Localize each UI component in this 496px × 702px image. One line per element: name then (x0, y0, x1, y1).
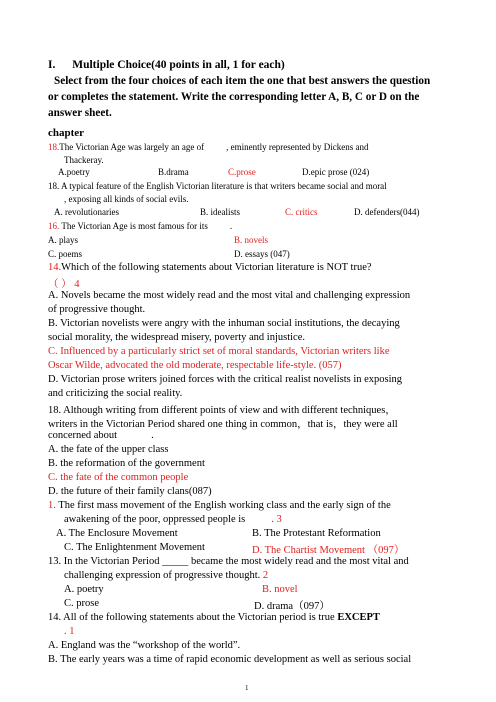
question-1-line-1 (48, 500, 391, 511)
option-a: A. poetry (64, 584, 104, 595)
question-18a-line-2: Thackeray. (64, 155, 104, 165)
question-14a-text: Which of the following statements about Victorian literature is NOT true? (61, 262, 372, 273)
question-16-number: 16. (48, 221, 60, 231)
question-14b-option-b: B. The early years was a time of rapid economic development as well as serious social (48, 654, 412, 665)
option-d: D. essays (047) (234, 249, 290, 259)
question-16-line-1 (48, 221, 232, 231)
question-18a-text-a: The Victorian Age was largely an age of (59, 142, 205, 152)
option-b: B. novels (234, 235, 269, 245)
question-18c-line-3 (48, 430, 154, 441)
option-c: C.prose (228, 167, 256, 177)
question-14b-except: EXCEPT (337, 612, 380, 623)
option-d: D. The Chartist Movement （097） (252, 545, 405, 556)
question-14a-line-2: （ ） 4 (48, 279, 80, 290)
question-14a-option-d-1: D. Victorian prose writers joined forces with the critical realist novelists in exposing (48, 374, 403, 385)
option-d: D. drama（097） (254, 601, 330, 612)
question-16-end: . (229, 221, 233, 231)
question-14a-option-c-1: C. Influenced by a particularly strict set of moral standards, Victorian writers like (48, 346, 390, 357)
option-d: D. defenders(044) (354, 207, 420, 217)
instruction-line-2: or completes the statement. Write the corresponding letter A, B, C or D on the (48, 91, 420, 103)
option-a: A. revolutionaries (54, 207, 119, 217)
option-b: B. idealists (200, 207, 240, 217)
question-18a-text-b: , eminently represented by Dickens and (226, 142, 369, 152)
question-14a-option-b-1: B. Victorian novelists were angry with the inhuman social institutions, the decaying (48, 318, 400, 329)
question-14a-option-a-1: A. Novels became the most widely read and the most vital and challenging expression (48, 290, 411, 301)
option-b: B.drama (158, 167, 189, 177)
question-14b-option-a: A. England was the “workshop of the world”. (48, 640, 241, 651)
question-14a-option-b-2: social morality, the widespread misery, poverty and injustice. (48, 332, 305, 343)
question-18b-line-2: , exposing all kinds of social evils. (64, 194, 189, 204)
question-1-number: 1. (48, 500, 56, 511)
question-18c-option-d: D. the future of their family clans(087) (48, 486, 212, 497)
question-13-text-2: challenging expression of progressive thought. (64, 570, 261, 581)
question-18c-option-a: A. the fate of the upper class (48, 444, 169, 455)
option-c: C. The Enlightenment Movement (64, 542, 205, 553)
question-14a-option-c-2: Oscar Wilde, advocated the old moderate, respectable life-style. (057) (48, 360, 342, 371)
question-18c-text: concerned about (48, 430, 118, 441)
question-1-answer-ref: . 3 (271, 514, 282, 525)
question-14b-line-2: . 1 (64, 626, 75, 637)
option-b: B. The Protestant Reformation (252, 528, 381, 539)
option-b: B. novel (262, 584, 298, 595)
option-a: A. plays (48, 235, 78, 245)
question-18c-option-b: B. the reformation of the government (48, 458, 205, 469)
question-14b-text: 14. All of the following statements about the Victorian period is true (48, 612, 335, 623)
option-a: A.poetry (58, 167, 90, 177)
question-18b-line-1: 18. A typical feature of the English Victorian literature is that writers became social and moral (48, 181, 387, 191)
question-18c-option-c: C. the fate of the common people (48, 472, 189, 483)
question-18c-end: . (151, 430, 154, 441)
section-title: Multiple Choice(40 points in all, 1 for each) (72, 59, 285, 71)
question-14b-line-1 (48, 612, 380, 623)
page-number: 1 (245, 684, 249, 692)
option-c: C. poems (48, 249, 83, 259)
section-number: I. (48, 59, 56, 71)
question-16-text: The Victorian Age is most famous for its (61, 221, 208, 231)
question-13-answer-ref: 2 (262, 570, 269, 581)
question-14a-number: 14. (48, 262, 62, 273)
instruction-line-3: answer sheet. (48, 107, 112, 119)
question-18a-line-1 (48, 142, 446, 152)
chapter-label: chapter (48, 127, 85, 139)
question-14a-option-a-2: of progressive thought. (48, 304, 146, 315)
question-1-text-2: awakening of the poor, oppressed people is (64, 514, 246, 525)
question-14a-option-d-2: and criticizing the social reality. (48, 388, 183, 399)
question-1-text: The first mass movement of the English working class and the early sign of the (58, 500, 391, 511)
question-13-line-1: 13. In the Victorian Period _____ became the most widely read and the most vital and (48, 556, 409, 567)
question-18c-line-1: 18. Although writing from different points of view and with different techniques， (48, 405, 396, 416)
option-c: C. critics (285, 207, 318, 217)
option-d: D.epic prose (024) (302, 167, 370, 177)
question-14a-line-1 (48, 262, 372, 273)
option-a: A. The Enclosure Movement (56, 528, 178, 539)
question-18c-line-2: writers in the Victorian Period shared one thing in common，that is，they were all (48, 419, 398, 430)
section-heading (48, 59, 285, 71)
question-1-line-2 (64, 514, 282, 525)
option-c: C. prose (64, 598, 99, 609)
question-13-line-2 (64, 570, 268, 581)
question-18a-number: 18. (48, 142, 60, 152)
instruction-line-1: Select from the four choices of each item the one that best answers the question (54, 75, 431, 87)
